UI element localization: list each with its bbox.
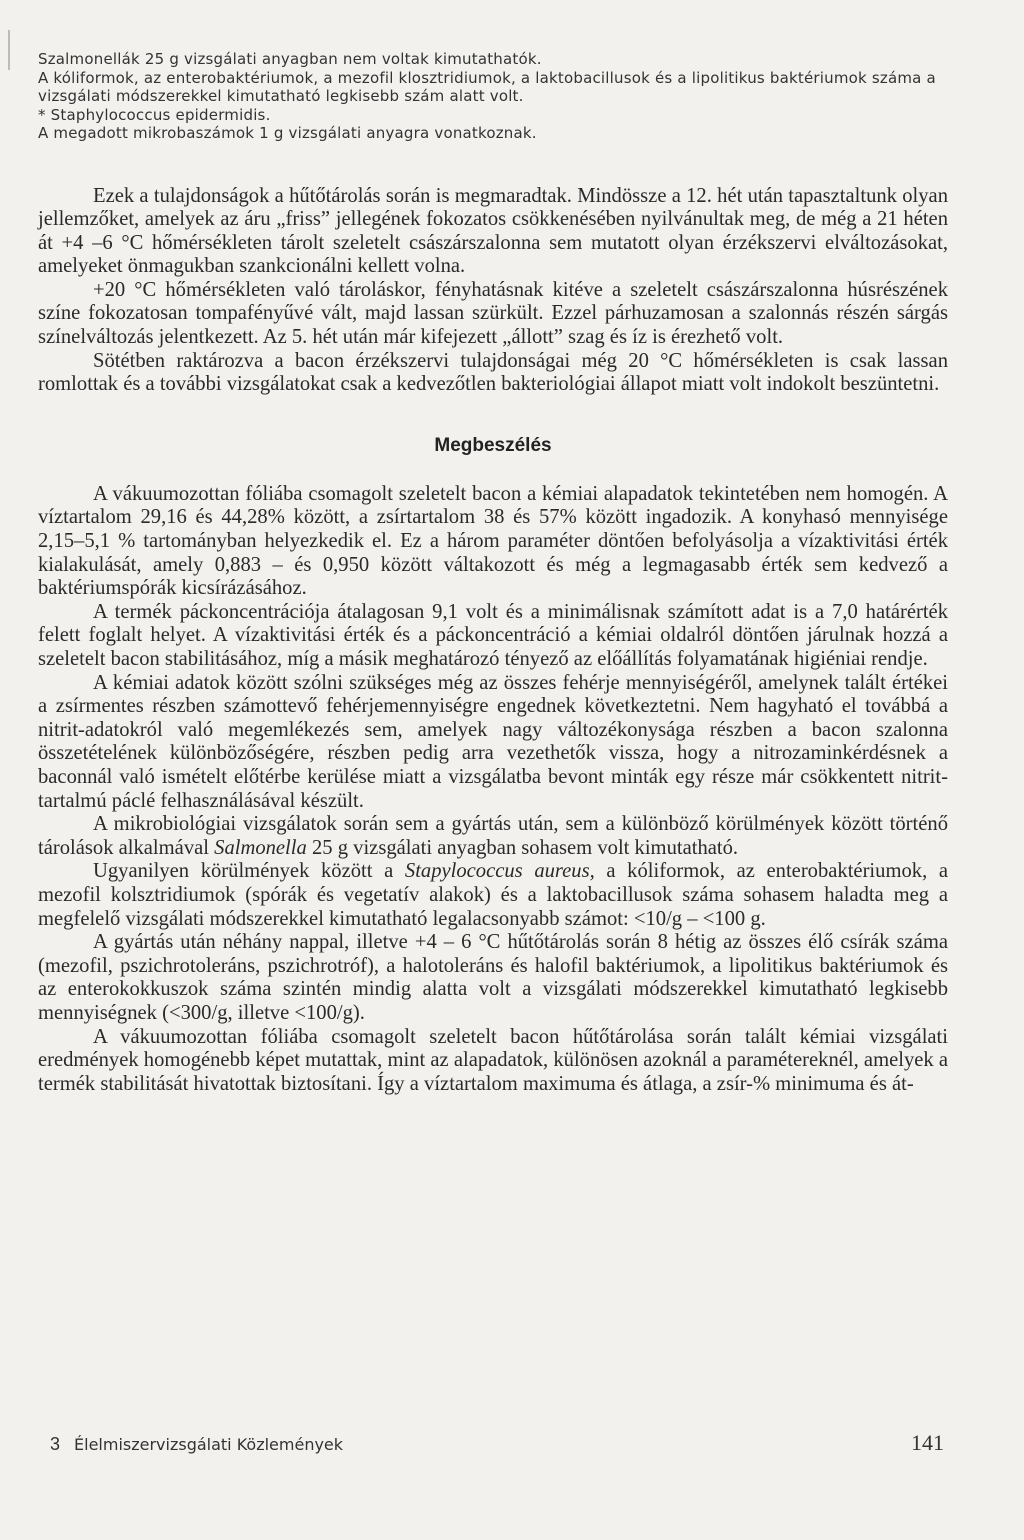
italic-term: Salmonella	[214, 836, 307, 859]
italic-term: Stapylococcus aureus,	[404, 860, 595, 883]
paragraph-text: a kóliformok, az enterobaktériumok, a mezofil kolsztridiumok (spórák és vegetatív alakok) és a laktobacillusok száma sohasem haladta meg a megfelelő vizsgálati módszerekkel kimutatható legalacsonyabb számot: <10/g – <100 g.	[38, 860, 948, 930]
paragraph: A termék páckoncentrációja átalagosan 9,1 volt és a minimálisnak számított adat is a 7,0 határérték felett foglalt helyet. A vízaktivitási érték és a páckoncentráció a kémiai oldalról döntően járulnak hozzá a szeletelt bacon stabilitásához, míg a másik meghatározó tényező az előállítás folyamatának higiéniai rendje.	[38, 600, 948, 670]
discussion-section	[38, 483, 948, 1096]
page-number: 141	[911, 1430, 944, 1455]
section-heading: Megbeszélés	[434, 434, 552, 456]
paragraph	[38, 813, 948, 860]
scan-edge-mark	[8, 30, 10, 70]
page-content	[38, 50, 948, 1096]
paragraph-text: A mikrobiológiai vizsgálatok során sem a gyártás után, sem a különböző körülmények között történő tárolások alkalmával	[38, 813, 948, 859]
paragraph-text: Ugyanilyen körülmények között a	[93, 860, 394, 883]
paragraph: +20 °C hőmérsékleten való tároláskor, fényhatásnak kitéve a szeletelt császárszalonna húsrészének színe fokozatosan tompafényűvé vált, majd lassan szürkült. Ezzel párhuzamosan a szalonnás részén sárgás színelváltozás jelentkezett. Az 5. hét után már kifejezett „állott” szag és íz is érezhető volt.	[38, 278, 948, 349]
paragraph: A vákuumozottan fóliába csomagolt szeletelt bacon hűtőtárolása során talált kémiai vizsgálati eredmények homogénebb képet mutattak, mint az alapadatok, különösen azoknál a paramétereknél, amelyek a termék stabilitását hivatottak biztosítani. Így a víztartalom maximuma és átlaga, a zsír-% minimuma és át-	[38, 1025, 948, 1095]
paragraph: A kémiai adatok között szólni szükséges még az összes fehérje mennyiségéről, amelynek talált értékei a zsírmentes részben számottevő fehérjemennyiségre engednek következtetni. Nem hagyható el továbbá a nitrit-adatokról való megemlékezés sem, amelyek nagy változékonysága részben a bacon szalonna összetételének különbözőségére, részben pedig arra vezethetők vissza, hogy a nitrozaminkérdésnek a baconnál való ismételt előtérbe kerülése miatt a vizsgálatba bevont minták egy része már csökkentett nitrit-tartalmú páclé felhasználásával készült.	[38, 671, 948, 812]
journal-name: Élelmiszervizsgálati Közlemények	[74, 1435, 344, 1454]
footnote-3: * Staphylococcus epidermidis.	[38, 105, 271, 124]
footnote-4: A megadott mikrobaszámok 1 g vizsgálati anyagra vonatkoznak.	[38, 124, 537, 142]
table-footnotes	[38, 50, 948, 143]
footer-journal	[50, 1434, 343, 1455]
paragraph: A vákuumozottan fóliába csomagolt szeletelt bacon a kémiai alapadatok tekintetében nem homogén. A víztartalom 29,16 és 44,28% között, a zsírtartalom 38 és 57% között ingadozik. A konyhasó mennyisége 2,15–5,1 % tartományban helyezkedik el. Ez a három paraméter döntően befolyásolja a vízaktivitási érték kialakulását, amely 0,883 – és 0,950 között váltakozott és még a legmagasabb érték sem kedvező a baktériumspórák kicsírázásához.	[38, 482, 948, 600]
footnote-2: A kóliformok, az enterobaktériumok, a mezofil klosztridiumok, a laktobacillusok és a lipolitikus baktériumok száma a vizsgálati módszerekkel kimutatható legkisebb szám alatt volt.	[38, 68, 936, 105]
footnote-1: Szalmonellák 25 g vizsgálati anyagban nem voltak kimutathatók.	[38, 50, 542, 68]
paragraph	[38, 860, 948, 931]
paragraph: Ezek a tulajdonságok a hűtőtárolás során is megmaradtak. Mindössze a 12. hét után tapasztaltunk olyan jellemzőket, amelyek az áru „friss” jellegének fokozatos csökkenésében nyilvánultak meg, de még a 21 héten át +4 –6 °C hőmérsékleten tárolt szeletelt császárszalonna sem mutatott olyan érzékszervi elváltozásokat, amelyeket önmagukban szankcionálni kellett volna.	[38, 184, 948, 278]
paragraph-text: 25 g vizsgálati anyagban sohasem volt kimutatható.	[311, 836, 739, 859]
paragraph: Sötétben raktározva a bacon érzékszervi tulajdonságai még 20 °C hőmérsékleten is csak lassan romlottak és a további vizsgálatokat csak a kedvezőtlen bakteriológiai állapot miatt volt indokolt beszüntetni.	[38, 349, 948, 396]
issue-number: 3	[50, 1434, 61, 1454]
paragraph: A gyártás után néhány nappal, illetve +4 – 6 °C hűtőtárolás során 8 hétig az összes élő csírák száma (mezofil, pszichrotoleráns, pszichrotróf), a halotoleráns és halofil baktériumok, a lipolitikus baktériumok és az enterokokkuszok száma szintén mindig alatta volt a vizsgálati módszerekkel kimutatható legkisebb mennyiségnek (<300/g, illetve <100/g).	[38, 931, 948, 1024]
results-section	[38, 185, 948, 397]
